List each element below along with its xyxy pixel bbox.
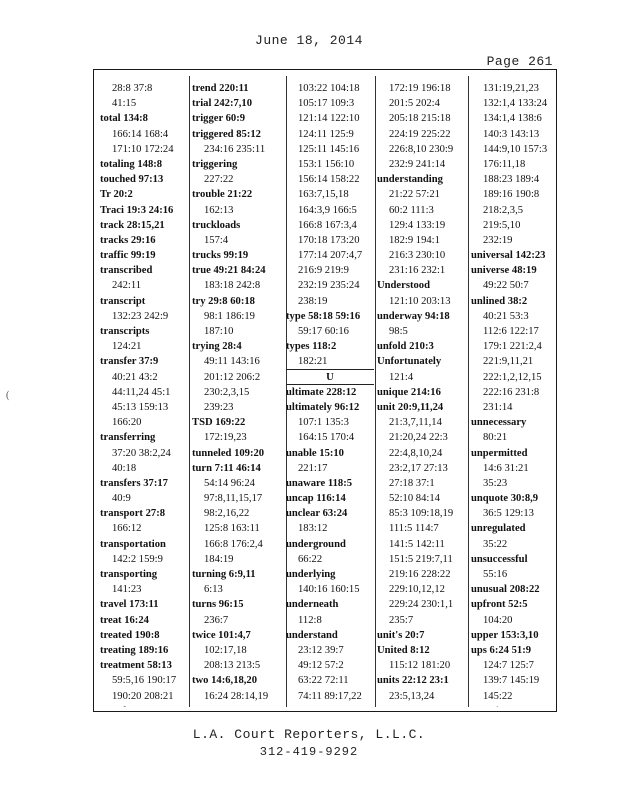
index-reference: 98:1 186:19: [204, 310, 255, 322]
index-term: turns 96:15: [192, 599, 244, 611]
index-reference: 157:4: [204, 234, 229, 246]
index-term: try 29:8 60:18: [192, 295, 255, 307]
index-term: transportation: [100, 538, 166, 550]
index-term: [100, 704, 188, 707]
index-reference: 115:12 181:20: [389, 660, 451, 672]
index-term: transfers 37:17: [100, 477, 168, 489]
index-term: trouble 21:22: [192, 189, 253, 201]
index-reference: 21:20,24 22:3: [389, 432, 448, 444]
index-reference: 188:23 189:4: [483, 174, 540, 186]
index-reference: [192, 704, 284, 707]
index-reference: 170:18 173:20: [298, 234, 360, 246]
index-reference: 28:8 37:8: [112, 83, 153, 94]
index-reference: 45:13 159:13: [112, 401, 169, 413]
index-term: universe 48:19: [471, 265, 537, 277]
index-reference: [377, 704, 467, 707]
index-term: upper 153:3,10: [471, 629, 539, 641]
index-term: uncap 116:14: [286, 493, 346, 505]
index-term: United 8:12: [377, 644, 430, 656]
index-reference: 229:10,12,12: [389, 584, 445, 596]
index-reference: 179:1 221:2,4: [483, 341, 542, 353]
index-reference: 49:12 57:2: [298, 660, 344, 672]
index-reference: 59:17 60:16: [298, 326, 349, 337]
index-reference: 164:15 170:4: [298, 432, 355, 444]
index-column-4: [377, 81, 467, 707]
index-reference: 171:10 172:24: [112, 143, 174, 155]
index-reference: 131:19,21,23: [483, 83, 539, 94]
index-reference: [286, 704, 374, 707]
index-reference: 98:2,16,22: [204, 508, 250, 520]
index-reference: 14:6 31:21: [483, 462, 529, 474]
index-reference: 54:14 96:24: [204, 477, 255, 489]
index-reference: 166:12: [112, 523, 142, 535]
index-reference: 222:1,2,12,15: [483, 371, 542, 383]
header-date: June 18, 2014: [255, 33, 363, 48]
index-term: treated 190:8: [100, 629, 160, 641]
index-reference: 177:14 207:4,7: [298, 250, 363, 262]
index-reference: 132:23 242:9: [112, 310, 169, 322]
index-term: Traci 19:3 24:16: [100, 204, 174, 216]
index-term: unusual 208:22: [471, 584, 540, 596]
index-reference: 140:3 143:13: [483, 128, 540, 140]
index-column-3: [286, 81, 374, 707]
index-reference: 125:8 163:11: [204, 523, 260, 535]
index-reference: 163:7,15,18: [298, 189, 349, 201]
index-term: ups 6:24 51:9: [471, 644, 532, 656]
index-reference: 102:17,18: [204, 644, 247, 656]
index-reference: 41:15: [112, 98, 137, 110]
index-reference: 182:21: [286, 354, 374, 369]
index-reference: 97:8,11,15,17: [204, 493, 263, 505]
index-term: types 118:2: [286, 341, 337, 353]
index-term: [471, 704, 555, 707]
index-term: unfold 210:3: [377, 341, 434, 353]
index-reference: 232:19 235:24: [298, 280, 360, 292]
index-term: unit 20:9,11,24: [377, 401, 444, 413]
index-term: transporting: [100, 569, 158, 580]
index-term: trend 220:11: [192, 83, 249, 94]
index-reference: 221:9,11,21: [483, 356, 534, 368]
index-term: treatment 58:13: [100, 660, 172, 672]
index-term: turn 7:11 46:14: [192, 462, 261, 474]
index-reference: 124:7 125:7: [483, 660, 534, 672]
index-reference: 182:9 194:1: [389, 234, 440, 246]
index-reference: 216:9 219:9: [298, 265, 349, 277]
index-reference: 40:21 53:3: [483, 310, 529, 322]
index-term: underlying: [286, 569, 336, 580]
index-term: unclear 63:24: [286, 508, 348, 520]
index-term: tracks 29:16: [100, 234, 156, 246]
index-reference: 153:1 156:10: [298, 158, 355, 170]
index-term: unsuccessful: [471, 553, 528, 565]
index-reference: 23:12 39:7: [298, 644, 344, 656]
scan-mark: (: [6, 390, 10, 401]
index-term: unaware 118:5: [286, 477, 353, 489]
index-reference: 156:14 158:22: [298, 174, 360, 186]
index-term: Unfortunately: [377, 356, 442, 368]
index-term: track 28:15,21: [100, 219, 165, 231]
index-reference: 229:24 230:1,1: [389, 599, 454, 611]
index-term: underway 94:18: [377, 310, 450, 322]
index-reference: 144:9,10 157:3: [483, 143, 548, 155]
index-reference: 121:14 122:10: [298, 113, 360, 125]
index-reference: 55:16: [483, 569, 508, 580]
index-term: travel 173:11: [100, 599, 159, 611]
index-reference: 124:21: [112, 341, 142, 353]
index-reference: 172:19 196:18: [389, 83, 451, 94]
index-reference: 35:22: [483, 538, 508, 550]
index-term: turning 6:9,11: [192, 569, 256, 580]
index-reference: 176:11,18: [483, 158, 526, 170]
index-letter-heading: U: [286, 370, 374, 385]
index-reference: 105:17 109:3: [298, 98, 355, 110]
index-reference: 230:2,3,15: [204, 386, 250, 398]
index-term: unable 15:10: [286, 447, 344, 459]
column-divider: [375, 76, 376, 707]
index-term: two 14:6,18,20: [192, 675, 258, 687]
index-term: touched 97:13: [100, 174, 164, 186]
index-reference: 166:8 167:3,4: [298, 219, 357, 231]
index-term: transcript: [100, 295, 146, 307]
index-reference: 60:2 111:3: [389, 204, 434, 216]
index-reference: 66:22: [298, 553, 323, 565]
index-term: underground: [286, 538, 346, 550]
index-reference: 219:16 228:22: [389, 569, 451, 580]
index-reference: 189:16 190:8: [483, 189, 540, 201]
column-divider: [189, 76, 190, 707]
index-reference: 222:16 231:8: [483, 386, 540, 398]
index-reference: 236:7: [204, 614, 229, 626]
index-term: total 134:8: [100, 113, 148, 125]
index-reference: 139:7 145:19: [483, 675, 540, 687]
index-term: ultimately 96:12: [286, 401, 360, 413]
index-reference: 183:12: [298, 523, 328, 535]
index-reference: 142:2 159:9: [112, 553, 163, 565]
index-reference: 63:22 72:11: [298, 675, 349, 687]
index-reference: 23:2,17 27:13: [389, 462, 448, 474]
index-term: triggered 85:12: [192, 128, 261, 140]
footer-company: L.A. Court Reporters, L.L.C.: [192, 727, 426, 742]
index-reference: 242:11: [112, 280, 142, 292]
index-reference: 85:3 109:18,19: [389, 508, 454, 520]
index-reference: 132:1,4 133:24: [483, 98, 548, 110]
index-reference: 141:5 142:11: [389, 538, 445, 550]
index-reference: 201:5 202:4: [389, 98, 440, 110]
index-reference: 52:10 84:14: [389, 493, 440, 505]
index-reference: 104:20: [483, 614, 513, 626]
index-reference: 112:6 122:17: [483, 326, 539, 337]
index-term: trigger 60:9: [192, 113, 246, 125]
column-divider: [468, 76, 469, 707]
index-reference: 49:11 143:16: [204, 356, 260, 368]
index-reference: 201:12 206:2: [204, 371, 261, 383]
index-term: transfer 37:9: [100, 356, 159, 368]
index-term: upfront 52:5: [471, 599, 528, 611]
index-term: trying 28:4: [192, 341, 242, 353]
index-reference: 74:11 89:17,22: [298, 690, 362, 702]
index-reference: 35:23: [483, 477, 508, 489]
index-reference: 219:5,10: [483, 219, 521, 231]
index-frame: [93, 69, 557, 712]
index-reference: 21:22 57:21: [389, 189, 440, 201]
index-reference: 125:11 145:16: [298, 143, 360, 155]
index-term: trucks 99:19: [192, 250, 249, 262]
index-reference: 121:10 203:13: [389, 295, 451, 307]
index-term: unlined 38:2: [471, 295, 528, 307]
index-reference: 27:18 37:1: [389, 477, 435, 489]
index-term: tunneled 109:20: [192, 447, 265, 459]
index-reference: 145:22: [483, 690, 513, 702]
index-term: transcribed: [100, 265, 153, 277]
index-reference: 166:8 176:2,4: [204, 538, 263, 550]
index-reference: 151:5 219:7,11: [389, 553, 453, 565]
index-column-1: [100, 81, 188, 707]
index-reference: 226:8,10 230:9: [389, 143, 454, 155]
index-reference: 59:5,16 190:17: [112, 675, 177, 687]
index-term: underneath: [286, 599, 339, 611]
index-reference: 238:19: [298, 295, 328, 307]
index-reference: 183:18 242:8: [204, 280, 261, 292]
index-term: understand: [286, 629, 338, 641]
index-term: totaling 148:8: [100, 158, 163, 170]
page-number: Page 261: [486, 54, 553, 69]
index-reference: 140:16 160:15: [298, 584, 360, 596]
index-reference: 111:5 114:7: [389, 523, 439, 535]
index-term: truckloads: [192, 219, 241, 231]
index-term: trial 242:7,10: [192, 98, 253, 110]
index-term: unit's 20:7: [377, 629, 425, 641]
index-term: unquote 30:8,9: [471, 493, 539, 505]
index-reference: 98:5: [389, 326, 408, 337]
index-reference: 208:13 213:5: [204, 660, 261, 672]
index-reference: 166:20: [112, 417, 142, 429]
index-reference: 40:21 43:2: [112, 371, 158, 383]
index-reference: 107:1 135:3: [298, 417, 349, 429]
index-reference: 235:7: [389, 614, 414, 626]
index-reference: 232:9 241:14: [389, 158, 446, 170]
index-term: TSD 169:22: [192, 417, 246, 429]
index-term: units 22:12 23:1: [377, 675, 449, 687]
index-reference: 234:16 235:11: [204, 143, 266, 155]
index-reference: 187:10: [204, 326, 234, 337]
index-reference: 141:23: [112, 584, 142, 596]
index-reference: 134:1,4 138:6: [483, 113, 542, 125]
index-term: type 58:18 59:16: [286, 310, 361, 322]
index-reference: 44:11,24 45:1: [112, 386, 171, 398]
index-reference: 232:19: [483, 234, 513, 246]
index-reference: 16:24 28:14,19: [204, 690, 269, 702]
index-term: treat 16:24: [100, 614, 149, 626]
index-term: transferring: [100, 432, 156, 444]
index-term: twice 101:4,7: [192, 629, 251, 641]
index-reference: 23:5,13,24: [389, 690, 435, 702]
index-reference: 121:4: [389, 371, 414, 383]
index-reference: 231:16 232:1: [389, 265, 446, 277]
index-reference: 129:4 133:19: [389, 219, 446, 231]
index-reference: 40:18: [112, 462, 137, 474]
index-reference: 218:2,3,5: [483, 204, 524, 216]
index-term: unpermitted: [471, 447, 528, 459]
index-reference: 21:3,7,11,14: [389, 417, 442, 429]
index-column-2: [192, 81, 284, 707]
index-reference: 172:19,23: [204, 432, 247, 444]
index-term: unregulated: [471, 523, 526, 535]
index-column-5: [471, 81, 555, 707]
index-reference: 216:3 230:10: [389, 250, 446, 262]
index-term: transcripts: [100, 326, 150, 337]
index-reference: 37:20 38:2,24: [112, 447, 171, 459]
index-term: understanding: [377, 174, 443, 186]
index-reference: 40:9: [112, 493, 131, 505]
index-reference: 49:22 50:7: [483, 280, 529, 292]
index-term: treating 189:16: [100, 644, 169, 656]
index-term: triggering: [192, 158, 238, 170]
index-reference: 103:22 104:18: [298, 83, 360, 94]
index-term: Tr 20:2: [100, 189, 133, 201]
index-reference: 205:18 215:18: [389, 113, 451, 125]
index-term: ultimate 228:12: [286, 386, 357, 398]
index-reference: 22:4,8,10,24: [389, 447, 443, 459]
index-reference: 227:22: [204, 174, 234, 186]
index-reference: 124:11 125:9: [298, 128, 354, 140]
index-reference: 164:3,9 166:5: [298, 204, 357, 216]
index-term: unique 214:16: [377, 386, 441, 398]
footer-phone: 312-419-9292: [259, 745, 359, 759]
index-reference: 6:13: [204, 584, 223, 596]
index-term: universal 142:23: [471, 250, 546, 262]
index-term: traffic 99:19: [100, 250, 156, 262]
index-reference: 184:19: [204, 553, 234, 565]
index-term: unnecessary: [471, 417, 527, 429]
index-reference: 239:23: [204, 401, 234, 413]
index-reference: 112:8: [298, 614, 322, 626]
index-reference: 166:14 168:4: [112, 128, 169, 140]
index-reference: 190:20 208:21: [112, 690, 174, 702]
index-reference: 36:5 129:13: [483, 508, 534, 520]
index-reference: 162:13: [204, 204, 234, 216]
index-reference: 224:19 225:22: [389, 128, 451, 140]
index-term: true 49:21 84:24: [192, 265, 266, 277]
index-reference: 221:17: [298, 462, 328, 474]
index-reference: 80:21: [483, 432, 508, 444]
index-term: transport 27:8: [100, 508, 166, 520]
index-term: Understood: [377, 280, 430, 292]
index-reference: 231:14: [483, 401, 513, 413]
